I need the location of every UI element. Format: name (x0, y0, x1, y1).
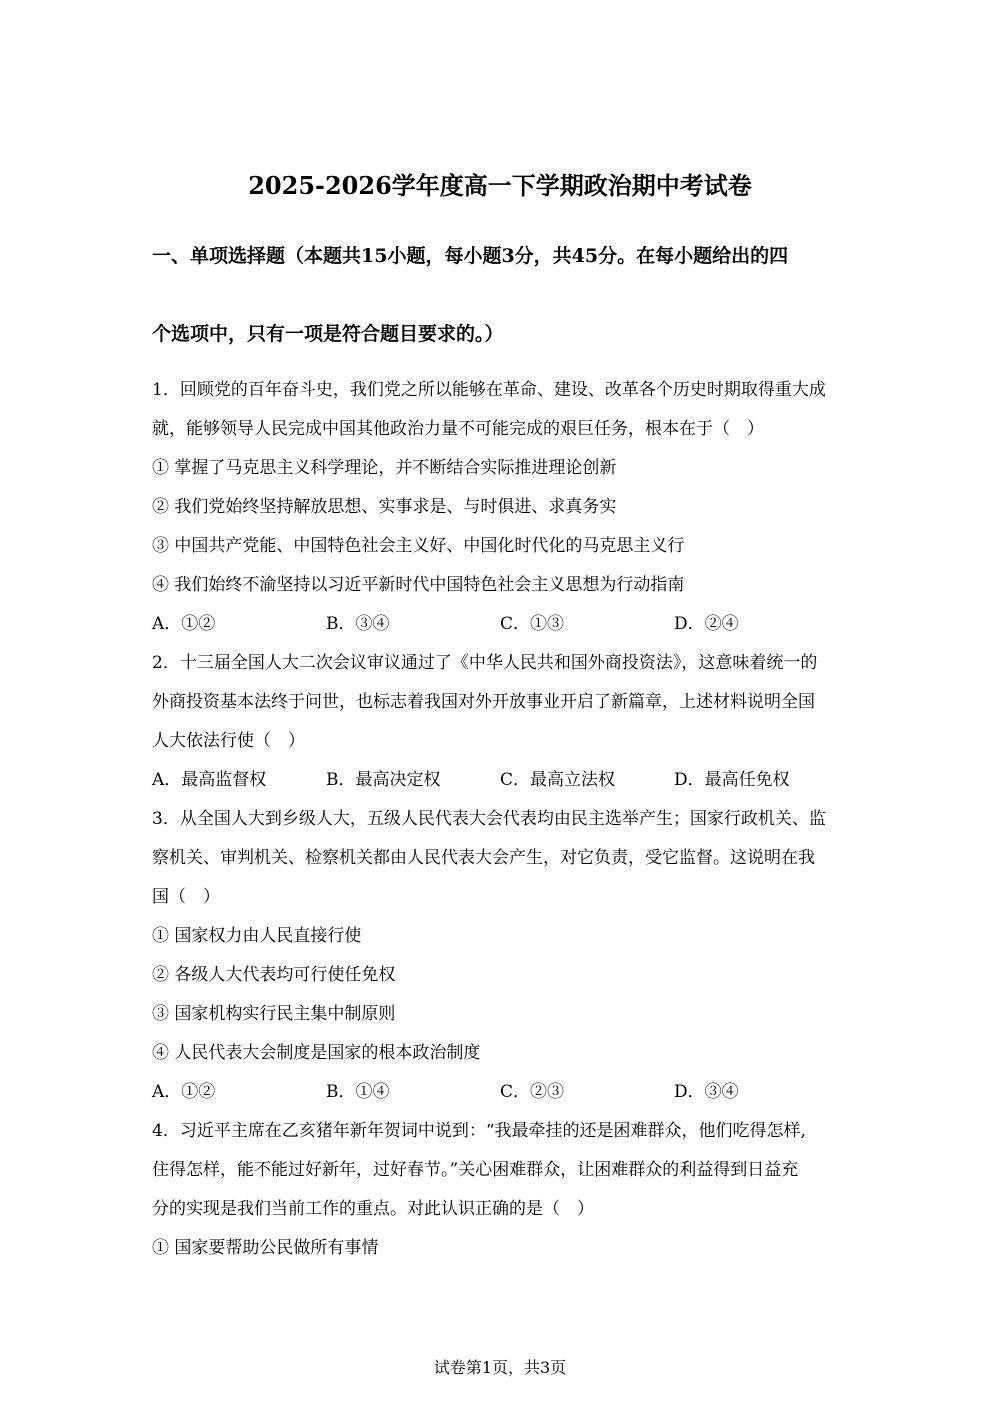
answer-options (152, 761, 852, 800)
option-b: B．③④ (326, 614, 390, 634)
statement-item: ③ 中国共产党能、中国特色社会主义好、中国化时代化的马克思主义行 (152, 536, 685, 556)
question-stem-line: 3．从全国人大到乡级人大，五级人民代表大会代表均由民主选举产生；国家行政机关、监 (152, 809, 826, 829)
statement-item: ③ 国家机构实行民主集中制原则 (152, 1004, 396, 1024)
question-stem-line: 1．回顾党的百年奋斗史，我们党之所以能够在革命、建设、改革各个历史时期取得重大成 (152, 380, 826, 400)
answer-options (152, 1073, 852, 1112)
question-stem-line: 就，能够领导人民完成中国其他政治力量不可能完成的艰巨任务，根本在于（ ） (152, 419, 764, 439)
option-a: A．①② (152, 1082, 216, 1102)
option-a: A．①② (152, 614, 216, 634)
statement-item: ④ 我们始终不渝坚持以习近平新时代中国特色社会主义思想为行动指南 (152, 575, 685, 595)
statement-item: ① 掌握了马克思主义科学理论，并不断结合实际推进理论创新 (152, 458, 617, 478)
page-footer: 试卷第1页，共3页 (433, 1358, 567, 1377)
option-b: B．①④ (326, 1082, 390, 1102)
question-stem-line: 2．十三届全国人大二次会议审议通过了《中华人民共和国外商投资法》，这意味着统一的 (152, 653, 818, 673)
statement-item: ② 我们党始终坚持解放思想、实事求是、与时俱进、求真务实 (152, 497, 617, 517)
statement-item: ① 国家权力由人民直接行使 (152, 926, 362, 946)
answer-options (152, 605, 852, 644)
question-list (152, 371, 852, 1268)
question-stem-line: 4．习近平主席在乙亥猪年新年贺词中说到：“我最牵挂的还是困难群众，他们吃得怎样, (152, 1121, 806, 1141)
question-2 (152, 644, 852, 800)
option-d: D．③④ (674, 1082, 739, 1102)
question-stem-line: 外商投资基本法终于问世，也标志着我国对外开放事业开启了新篇章，上述材料说明全国 (152, 692, 815, 712)
statement-item: ① 国家要帮助公民做所有事情 (152, 1238, 379, 1258)
question-stem-line: 人大依法行使（ ） (152, 731, 305, 751)
statement-item: ④ 人民代表大会制度是国家的根本政治制度 (152, 1043, 481, 1063)
question-stem-line: 察机关、审判机关、检察机关都由人民代表大会产生，对它负责，受它监督。这说明在我 (152, 848, 815, 868)
statement-item: ② 各级人大代表均可行使任免权 (152, 965, 396, 985)
option-a: A．最高监督权 (152, 770, 267, 790)
question-stem-line: 国（ ） (152, 887, 220, 907)
question-3 (152, 800, 852, 1112)
option-d: D．②④ (674, 614, 739, 634)
option-c: C．最高立法权 (500, 770, 616, 790)
option-d: D．最高任免权 (674, 770, 790, 790)
section-heading-line-1: 一、单项选择题（本题共15小题，每小题3分，共45分。在每小题给出的四 (152, 245, 789, 267)
option-c: C．①③ (500, 614, 565, 634)
question-4 (152, 1112, 852, 1268)
question-stem-line: 住得怎样，能不能过好新年，过好春节。”关心困难群众，让困难群众的利益得到日益充 (152, 1160, 799, 1180)
option-c: C．②③ (500, 1082, 565, 1102)
question-stem-line: 分的实现是我们当前工作的重点。对此认识正确的是（ ） (152, 1199, 594, 1219)
option-b: B．最高决定权 (326, 770, 441, 790)
question-1 (152, 371, 852, 644)
exam-title: 2025-2026学年度高一下学期政治期中考试卷 (248, 171, 752, 200)
section-heading (152, 236, 852, 354)
section-heading-line-2: 个选项中，只有一项是符合题目要求的。） (152, 323, 504, 345)
